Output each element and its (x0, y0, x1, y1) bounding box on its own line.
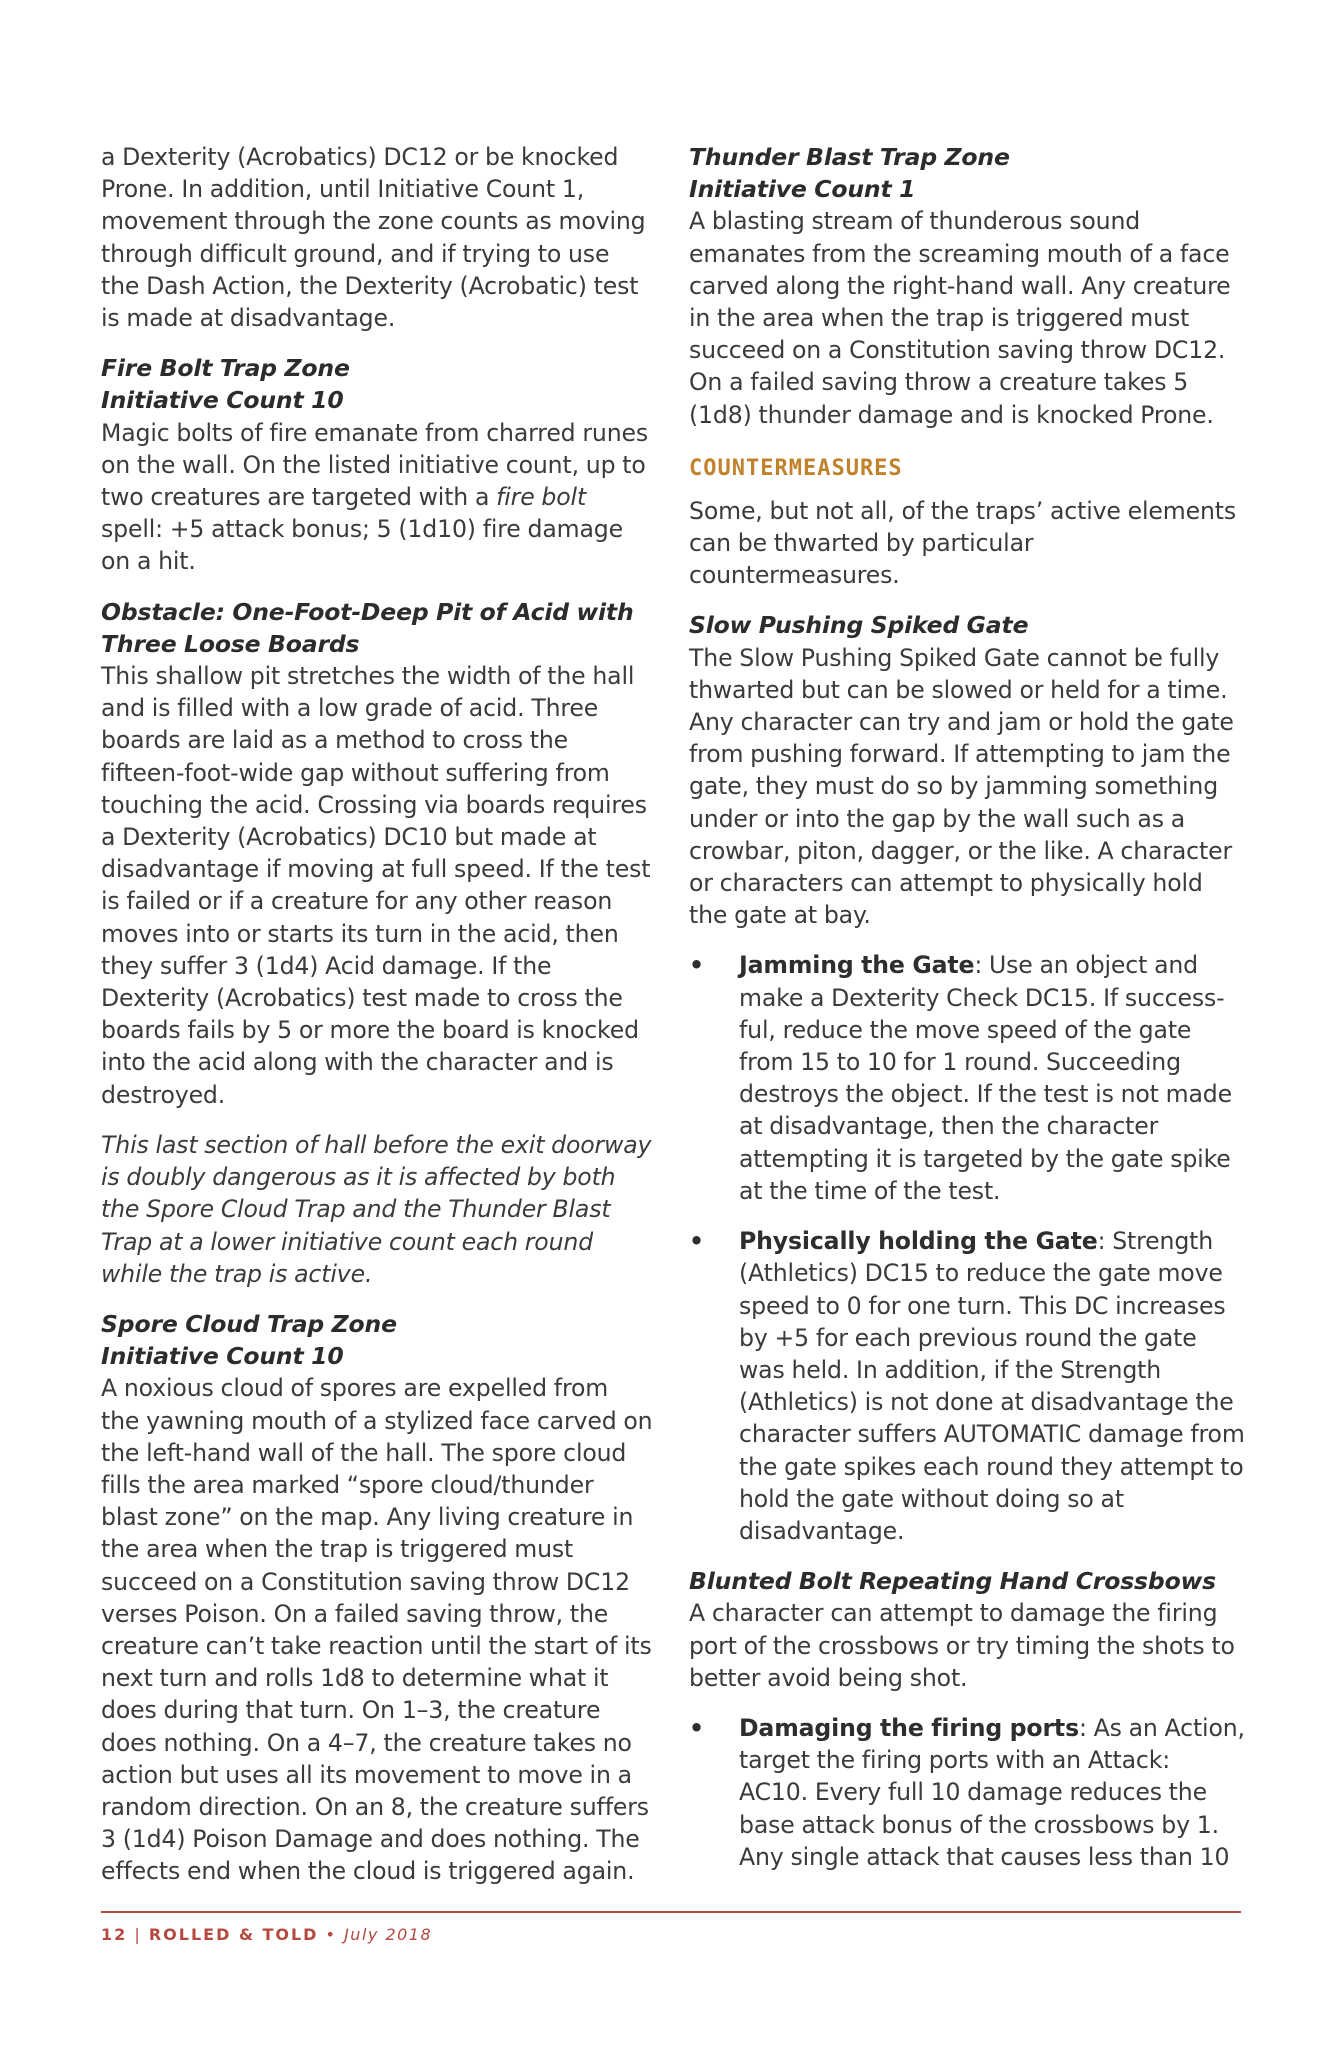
fire-bolt-text (101, 417, 653, 578)
fire-bolt-initiative: Initiative Count 10 (101, 386, 344, 415)
obstacle-title-line2: Three Loose Boards (101, 629, 360, 658)
spore-title: Spore Cloud Trap Zone (101, 1309, 397, 1338)
bullet-text: : As an Action, target the firing ports with an Attack: AC10. Every full 10 damage reduces the base attack bonus of the crossbows by 1. Any single attack that causes less than 10 (739, 1713, 1245, 1871)
thunder-section (689, 141, 1245, 431)
fire-bolt-text-after: spell: +5 attack bonus; 5 (1d10) fire damage on a hit. (101, 515, 623, 576)
bullet-label: Damaging the firing ports (739, 1713, 1079, 1742)
gate-section (689, 609, 1245, 1547)
bullet-label: Physically holding the Gate (739, 1227, 1098, 1256)
thunder-initiative: Initiative Count 1 (689, 175, 916, 204)
magazine-name: ROLLED & TOLD (148, 1925, 319, 1944)
bullet-icon: • (689, 1713, 704, 1742)
footer-divider (101, 1911, 1241, 1913)
obstacle-title-line1: Obstacle: One-Foot-Deep Pit of Acid with (101, 597, 634, 626)
gate-bullet-list (689, 949, 1245, 1547)
crossbows-text: A character can attempt to damage the firing port of the crossbows or try timing the shots to better avoid being shot. (689, 1599, 1235, 1692)
fire-bolt-title: Fire Bolt Trap Zone (101, 354, 350, 383)
bullet-label: Jamming the Gate (739, 951, 975, 980)
crossbows-bullet-list (689, 1712, 1245, 1873)
obstacle-section (101, 596, 653, 1111)
crossbows-section (689, 1565, 1245, 1873)
intro-paragraph: a Dexterity (Acrobatics) DC12 or be knocked Prone. In addition, until Initiative Count 1, movement through the zone counts as moving through difficult ground, and if trying to use the Dash Action, the Dexterity (Acrobatic) test is made at disadvantage. (101, 143, 646, 333)
footer-dot: • (325, 1925, 337, 1944)
fire-bolt-text-before: Magic bolts of fire emanate from charred runes on the wall. On the listed initiative count, up to two creatures are targeted with a (101, 418, 649, 512)
fire-bolt-spell: fire bolt (496, 483, 587, 512)
spore-initiative: Initiative Count 10 (101, 1342, 344, 1371)
bullet-icon: • (689, 1227, 704, 1256)
list-item (689, 1225, 1245, 1547)
page-number: 12 (101, 1925, 128, 1944)
footer-separator: | (134, 1925, 142, 1944)
bullet-icon: • (689, 951, 704, 980)
note-paragraph: This last section of hall before the exit doorway is doubly dangerous as it is affected by both the Spore Cloud Trap and the Thunder Blast Trap at a lower initiative count each round while the trap is active. (101, 1130, 652, 1288)
list-item (689, 1712, 1245, 1873)
spore-section (101, 1308, 653, 1888)
bullet-text: : Strength (Athletics) DC15 to reduce the gate move speed to 0 for one turn. This DC increases by +5 for each previous round the gate was held. In addition, if the Strength (Athletics) is not done at disadvantage the character suffers AUTOMATIC damage from the gate spikes each round they attempt to hold the gate without doing so at disadvantage. (739, 1227, 1245, 1545)
thunder-text: A blasting stream of thunderous sound emanates from the screaming mouth of a face carved along the right-hand wall. Any creature in the area when the trap is triggered must succeed on a Constitution saving throw DC12. On a failed saving throw a creature takes 5 (1d8) thunder damage and is knocked Prone. (689, 207, 1231, 429)
right-column (689, 141, 1245, 1891)
countermeasures-heading: COUNTERMEASURES (689, 455, 903, 481)
bullet-text: : Use an object and make a Dexterity Check DC15. If success- ful, reduce the move speed of the gate from 15 to 10 for 1 round. Succeeding destroys the object. If the test is not made at disadvantage, then the character attempting it is targeted by the gate spike at the time of the test. (739, 951, 1232, 1205)
countermeasures-text: Some, but not all, of the traps’ active elements can be thwarted by particular countermeasures. (689, 496, 1237, 590)
left-column (101, 141, 653, 1906)
spore-text: A noxious cloud of spores are expelled from the yawning mouth of a stylized face carved on the left-hand wall of the hall. The spore cloud fills the area marked “spore cloud/thunder blast zone” on the map. Any living creature in the area when the trap is triggered must succeed on a Constitution saving throw DC12 verses Poison. On a failed saving throw, the creature can’t take reaction until the start of its next turn and rolls 1d8 to determine what it does during that turn. On 1–3, the creature does nothing. On a 4–7, the creature takes no action but uses all its movement to move in a random direction. On an 8, the creature suffers 3 (1d4) Poison Damage and does nothing. The effects end when the cloud is triggered again. (101, 1374, 653, 1886)
list-item (689, 949, 1245, 1207)
page-footer (101, 1925, 432, 1944)
gate-title: Slow Pushing Spiked Gate (689, 611, 1029, 640)
obstacle-text: This shallow pit stretches the width of the hall and is filled with a low grade of acid. Three boards are laid as a method to cross the fifteen-foot-wide gap without suffering from touching the acid. Crossing via boards requires a Dexterity (Acrobatics) DC10 but made at disadvantage if moving at full speed. If the test is failed or if a creature for any other reason moves into or starts its turn in the acid, then they suffer 3 (1d4) Acid damage. If the Dexterity (Acrobatics) test made to cross the boards fails by 5 or more the board is knocked into the acid along with the character and is destroyed. (101, 662, 651, 1109)
issue-date: July 2018 (344, 1925, 433, 1944)
fire-bolt-section (101, 352, 653, 577)
thunder-title: Thunder Blast Trap Zone (689, 143, 1010, 171)
gate-text: The Slow Pushing Spiked Gate cannot be fully thwarted but can be slowed or held for a time. Any character can try and jam or hold the gate from pushing forward. If attempting to jam the gate, they must do so by jamming something under or into the gap by the wall such as a crowbar, piton, dagger, or the like. A character or characters can attempt to physically hold the gate at bay. (689, 643, 1234, 930)
crossbows-title: Blunted Bolt Repeating Hand Crossbows (689, 1567, 1216, 1596)
